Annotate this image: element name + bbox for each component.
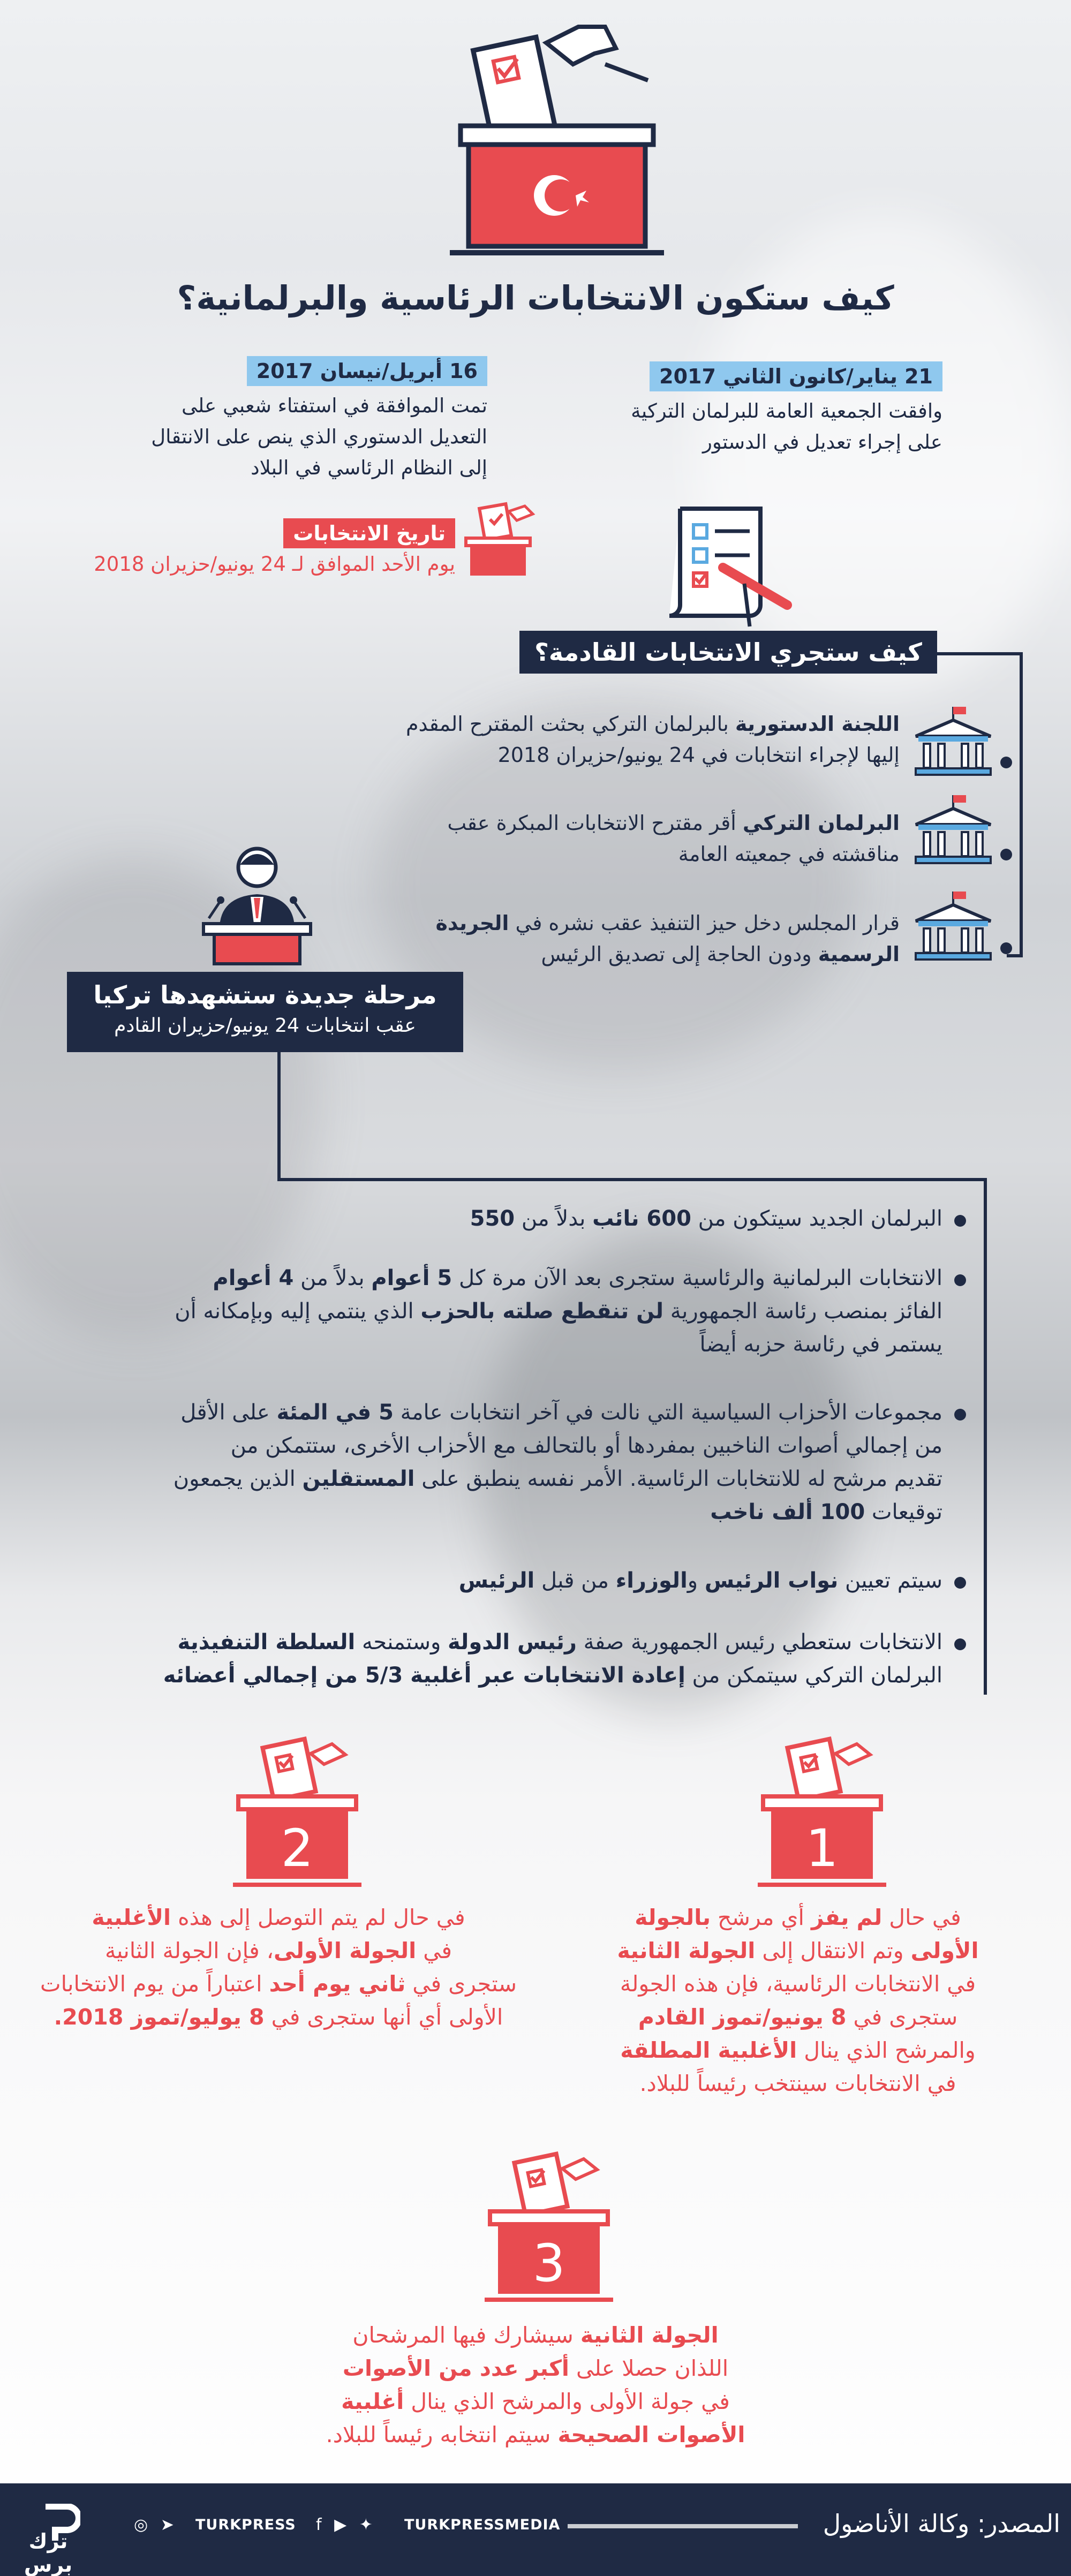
bold-text: الرسمية	[818, 942, 900, 966]
text: ستجرى في	[846, 2004, 958, 2030]
election-date-value: يوم الأحد الموافق لـ 24 يونيو/حزيران 2018	[94, 553, 455, 576]
bold-text: الأصوات الصحيحة	[557, 2422, 745, 2447]
point-party-threshold	[64, 1396, 942, 1529]
facebook-icon[interactable]: f	[316, 2515, 322, 2534]
round-number: 2	[281, 1818, 314, 1878]
bold-text: 600 نائب	[592, 1206, 691, 1231]
bold-text: 5 في المئة	[276, 1400, 394, 1425]
text: سيتم تعيين	[838, 1568, 942, 1593]
ballot-box-round-2-icon	[230, 1732, 364, 1893]
round-2-text	[32, 1901, 525, 2034]
bold-text: البرلمان التركي	[742, 811, 900, 835]
text: في	[416, 1938, 452, 1963]
text: أي مرشح	[711, 1905, 811, 1930]
election-date-label: تاريخ الانتخابات	[283, 518, 455, 548]
text: الفائز بمنصب رئاسة الجمهورية	[663, 1299, 942, 1324]
text: الانتخابات البرلمانية والرئاسية ستجرى بعد الآن مرة كل	[452, 1266, 942, 1290]
bold-text: 8 يوليو/تموز 2018.	[54, 2004, 265, 2030]
how-item	[375, 908, 900, 970]
text: ودون الحاجة إلى تصديق الرئيس	[541, 942, 818, 966]
bold-text: الوزراء	[615, 1568, 688, 1593]
page-title: كيف ستكون الانتخابات الرئاسية والبرلمانية؟	[177, 278, 894, 318]
text: ستجرى في	[405, 1971, 517, 1997]
how-item	[375, 708, 900, 770]
text-line: التعديل الدستوري الذي ينص على الانتقال	[151, 425, 487, 448]
text-line: من إجمالي أصوات الناخبين بمفردها أو بالتحالف مع الأحزاب الأخرى، ستتمكن من	[230, 1433, 942, 1458]
bullet	[954, 1577, 966, 1589]
source-text: المصدر: وكالة الأناضول	[823, 2509, 1060, 2538]
bold-text: ثاني يوم أحد	[269, 1971, 406, 1997]
telegram-icon[interactable]: ➤	[160, 2515, 174, 2534]
youtube-icon[interactable]: ▶	[334, 2515, 347, 2534]
bold-text: 4 أعوام	[213, 1266, 294, 1290]
ballot-box-small-icon	[461, 501, 536, 581]
text: والمرشح الذي ينال	[797, 2037, 976, 2063]
bold-text: أكبر عدد من الأصوات	[342, 2355, 569, 2381]
connector-line	[277, 1178, 987, 1181]
new-phase-subtitle: عقب انتخابات 24 يونيو/حزيران القادم	[114, 1015, 416, 1037]
text: اللذان حصلا على	[569, 2355, 729, 2381]
bold-text: الجولة الأولى	[274, 1938, 417, 1963]
ballot-box-icon	[450, 11, 664, 262]
handle-turkpress: TURKPRESS	[195, 2517, 296, 2533]
bullet	[954, 1274, 966, 1286]
bullet	[1000, 757, 1012, 768]
text: البرلمان التركي سيتمكن من	[685, 1663, 942, 1688]
text-line: في الانتخابات سينتخب رئيساً للبلاد.	[639, 2071, 956, 2096]
bullet	[954, 1215, 966, 1227]
text: الأولى أي أنها ستجرى في	[264, 2004, 503, 2030]
text-line: في الانتخابات الرئاسية، فإن هذه الجولة	[620, 1971, 976, 1997]
text: الانتخابات ستعطي رئيس الجمهورية صفة	[576, 1630, 942, 1655]
how-section-title: كيف ستجري الانتخابات القادمة؟	[519, 631, 937, 674]
text: تقديم مرشح له للانتخابات الرئاسية. الأمر نفسه ينطبق على	[414, 1467, 942, 1491]
text: و	[687, 1568, 705, 1593]
text: سيشارك فيها المرشحان	[352, 2322, 580, 2348]
connector-line	[1020, 652, 1023, 957]
text: على الأقل	[180, 1400, 277, 1425]
bullet	[1000, 942, 1012, 954]
text: سيتم انتخابه رئيساً للبلاد.	[326, 2422, 558, 2447]
bold-text: لم يفز	[811, 1905, 883, 1930]
bullet	[954, 1638, 966, 1650]
text: في جولة الأولى والمرشح الذي ينال	[404, 2389, 730, 2414]
round-1-text	[552, 1901, 1044, 2100]
instagram-icon[interactable]: ◎	[134, 2515, 148, 2534]
timeline-jan	[578, 361, 942, 458]
text: بدلاً من	[515, 1206, 593, 1231]
timeline-text	[578, 396, 942, 458]
how-item	[375, 807, 900, 870]
point-appointments	[64, 1564, 942, 1597]
point-parliament-size	[64, 1202, 942, 1235]
bold-text: الرئيس	[458, 1568, 535, 1593]
bold-text: 8 يونيو/تموز القادم	[638, 2004, 847, 2030]
timeline-text	[123, 390, 487, 484]
text-line: إلى النظام الرئاسي في البلاد	[251, 456, 487, 479]
connector-line	[984, 1178, 987, 1695]
text-line: يستمر في رئاسة حزبه أيضاً	[699, 1332, 942, 1357]
bold-text: 100 ألف ناخب	[710, 1500, 865, 1524]
parliament-building-icon	[910, 792, 996, 867]
text: توقيعات	[865, 1500, 942, 1524]
bold-text: الجولة الثانية	[580, 2322, 719, 2348]
bold-text: الجولة الثانية	[617, 1938, 756, 1963]
bold-text: بالجولة	[635, 1905, 711, 1930]
footer-bar	[0, 2483, 1071, 2576]
bold-text: 5 أعوام	[371, 1266, 452, 1290]
bold-text: الأغلبية المطلقة	[620, 2037, 797, 2063]
point-executive-power	[64, 1626, 942, 1692]
text-line: مناقشته في جمعيته العامة	[678, 842, 900, 866]
text: ، فإن الجولة الثانية	[104, 1938, 274, 1963]
bold-text: السلطة التنفيذية	[177, 1630, 356, 1655]
bullet	[1000, 849, 1012, 860]
date-badge: 16 أبريل/نيسان 2017	[247, 356, 487, 386]
election-date	[54, 518, 455, 576]
document-pen-icon	[669, 498, 793, 632]
round-number: 1	[805, 1818, 839, 1878]
connector-line	[937, 652, 1023, 655]
bold-text: رئيس الدولة	[448, 1630, 577, 1655]
text: أقر مقترح الانتخابات المبكرة عقب	[447, 811, 743, 835]
bold-text: نواب الرئيس	[704, 1568, 839, 1593]
point-election-term	[64, 1261, 942, 1361]
connector-line	[277, 1052, 281, 1181]
new-phase-title: مرحلة جديدة ستشهدها تركيا	[93, 980, 437, 1009]
bold-text: إعادة الانتخابات عبر أغلبية 5/3 من إجمالي أعضائه	[163, 1663, 685, 1688]
bold-text: لن تنقطع صلته بالحزب	[420, 1299, 664, 1324]
new-phase-banner	[67, 972, 463, 1052]
social-icons-a	[134, 2515, 174, 2534]
bold-text: 550	[470, 1206, 515, 1231]
text: في حال	[882, 1905, 961, 1930]
timeline-apr	[123, 356, 487, 484]
ballot-box-round-3-icon	[482, 2147, 616, 2308]
text: وستمنحه	[355, 1630, 448, 1655]
bold-text: الأولى	[910, 1938, 979, 1963]
logo-text: ترك برس	[24, 2529, 73, 2576]
parliament-building-icon	[910, 704, 996, 779]
parliament-building-icon	[910, 889, 996, 964]
round-number: 3	[532, 2233, 565, 2293]
turkpress-logo	[16, 2504, 80, 2576]
text: الذي ينتمي إليه وبإمكانه أن	[175, 1299, 421, 1324]
text: اعتباراً من يوم الانتخابات	[40, 1971, 269, 1997]
round-3-text	[241, 2318, 830, 2451]
text: من قبل	[534, 1568, 616, 1593]
bold-text: الأغلبية	[92, 1905, 171, 1930]
social-icons-b	[316, 2515, 373, 2534]
bold-text: المستقلين	[302, 1467, 415, 1491]
bullet	[954, 1409, 966, 1421]
text: البرلمان الجديد سيتكون من	[691, 1206, 942, 1231]
text-line: تمت الموافقة في استفتاء شعبي على	[182, 394, 487, 417]
text-line: على إجراء تعديل في الدستور	[703, 430, 942, 454]
divider-line	[568, 2524, 798, 2528]
bold-text: الجريدة	[435, 911, 509, 935]
text-line: إليها لإجراء انتخابات في 24 يونيو/حزيران 2018	[497, 743, 900, 767]
date-badge: 21 يناير/كانون الثاني 2017	[650, 361, 942, 391]
text: مجموعات الأحزاب السياسية التي نالت في آخر انتخابات عامة	[393, 1400, 942, 1425]
text: بالبرلمان التركي بحثت المقترح المقدم	[405, 712, 735, 736]
text-line: وافقت الجمعية العامة للبرلمان التركية	[631, 399, 942, 422]
text: في حال لم يتم التوصل إلى هذه	[171, 1905, 465, 1930]
handle-turkpressmedia: TURKPRESSMEDIA	[404, 2517, 561, 2533]
connector-line	[1007, 954, 1023, 957]
text: وتم الانتقال إلى	[755, 1938, 911, 1963]
text: الذين يجمعون	[173, 1467, 303, 1491]
twitter-icon[interactable]: ✦	[359, 2515, 373, 2534]
ballot-box-round-1-icon	[755, 1732, 889, 1893]
bold-text: اللجنة الدستورية	[735, 712, 900, 736]
speaker-podium-icon	[198, 843, 316, 972]
bold-text: أغلبية	[341, 2389, 404, 2414]
text: قرار المجلس دخل حيز التنفيذ عقب نشره في	[509, 911, 900, 935]
text: بدلاً من	[293, 1266, 372, 1290]
